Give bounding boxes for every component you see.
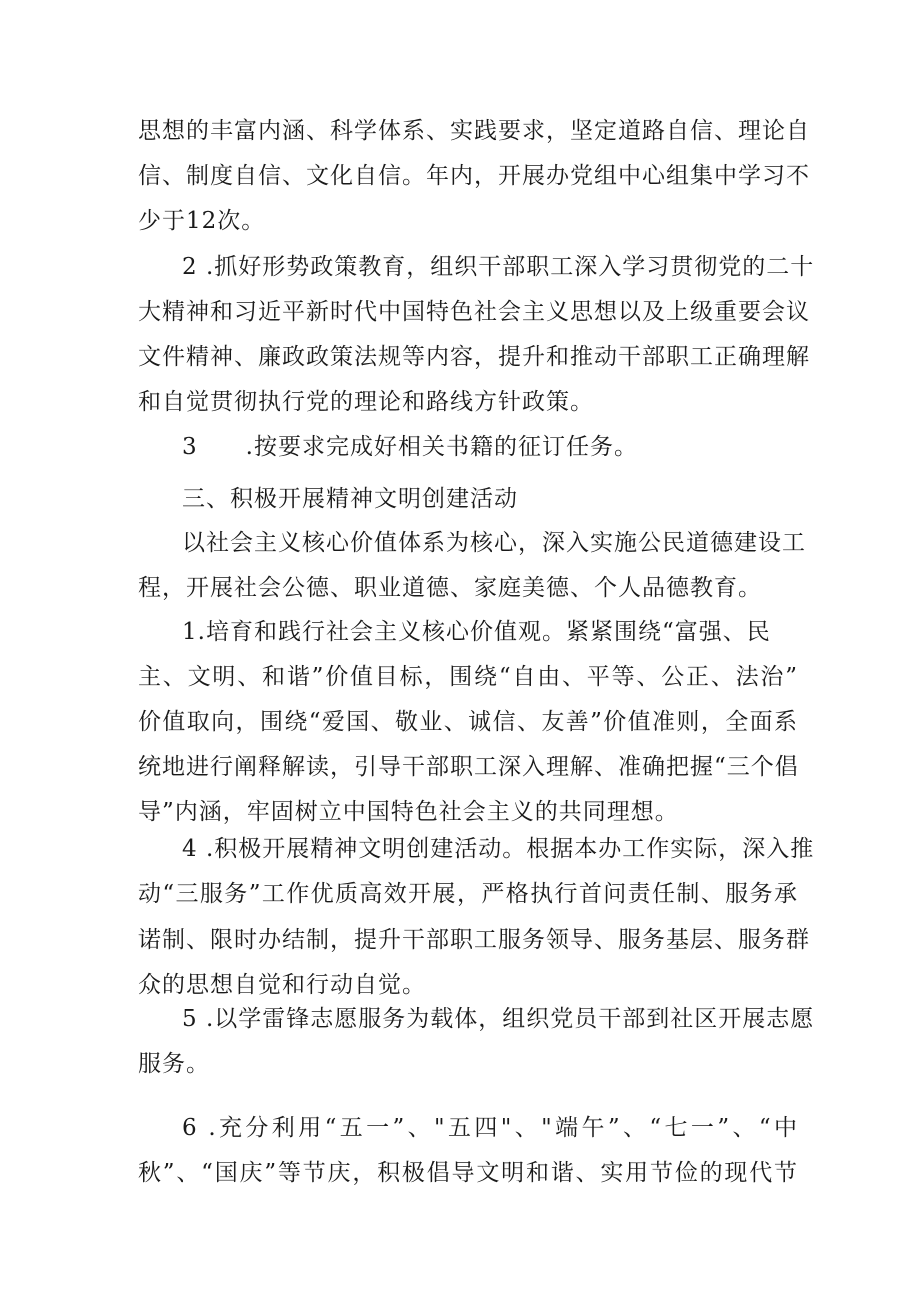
paragraph-5-line-5: 导”内涵，牢固树立中国特色社会主义的共同理想。 (138, 799, 679, 825)
section-heading: 三、积极开展精神文明创建活动 (182, 486, 518, 512)
paragraph-2-line-3: 文件精神、廉政政策法规等内容，提升和推动干部职工正确理解 (138, 344, 810, 370)
paragraph-2-line-1: 2 .抓好形势政策教育，组织干部职工深入学习贯彻党的二十 (182, 254, 815, 280)
paragraph-7-line-2: 服务。 (138, 1051, 210, 1077)
paragraph-2-line-4: 和自觉贯彻执行党的理论和路线方针政策。 (138, 389, 594, 415)
paragraph-5-line-2: 主、文明、和谐”价值目标，围绕“自由、平等、公正、法治” (138, 664, 798, 690)
paragraph-4-line-2: 程，开展社会公德、职业道德、家庭美德、个人品德教育。 (138, 575, 762, 601)
paragraph-4-line-1: 以社会主义核心价值体系为核心，深入实施公民道德建设工 (182, 530, 806, 556)
paragraph-5-line-4: 统地进行阐释解读，引导干部职工深入理解、准确把握“三个倡 (138, 754, 799, 780)
paragraph-3-line-1: 3 .按要求完成好相关书籍的征订任务。 (182, 434, 638, 460)
paragraph-5-line-1: 1.培育和践行社会主义核心价值观。紧紧围绕“富强、民 (182, 619, 771, 645)
paragraph-6-line-2: 动“三服务”工作优质高效开展，严格执行首问责任制、服务承 (138, 881, 798, 907)
paragraph-1-line-1: 思想的丰富内涵、科学体系、实践要求，坚定道路自信、理论自 (138, 118, 810, 144)
paragraph-6-line-3: 诺制、限时办结制，提升干部职工服务领导、服务基层、服务群 (138, 927, 810, 953)
paragraph-5-line-3: 价值取向，围绕“爱国、敬业、诚信、友善”价值准则，全面系 (138, 709, 798, 735)
paragraph-6-line-1: 4 .积极开展精神文明创建活动。根据本办工作实际，深入推 (182, 836, 815, 862)
paragraph-2-line-2: 大精神和习近平新时代中国特色社会主义思想以及上级重要会议 (138, 299, 810, 325)
paragraph-8-line-2: 秋”、“国庆”等节庆，积极倡导文明和谐、实用节俭的现代节 (138, 1160, 798, 1186)
paragraph-1-line-2: 信、制度自信、文化自信。年内，开展办党组中心组集中学习不 (138, 163, 810, 189)
paragraph-6-line-4: 众的思想自觉和行动自觉。 (138, 972, 426, 998)
paragraph-1-line-3: 少于12次。 (138, 208, 266, 234)
paragraph-8-line-1: 6 .充分利用“五一”、"五四"、"端午”、“七一”、“中 (182, 1115, 798, 1141)
paragraph-7-line-1: 5 .以学雷锋志愿服务为载体，组织党员干部到社区开展志愿 (182, 1006, 815, 1032)
